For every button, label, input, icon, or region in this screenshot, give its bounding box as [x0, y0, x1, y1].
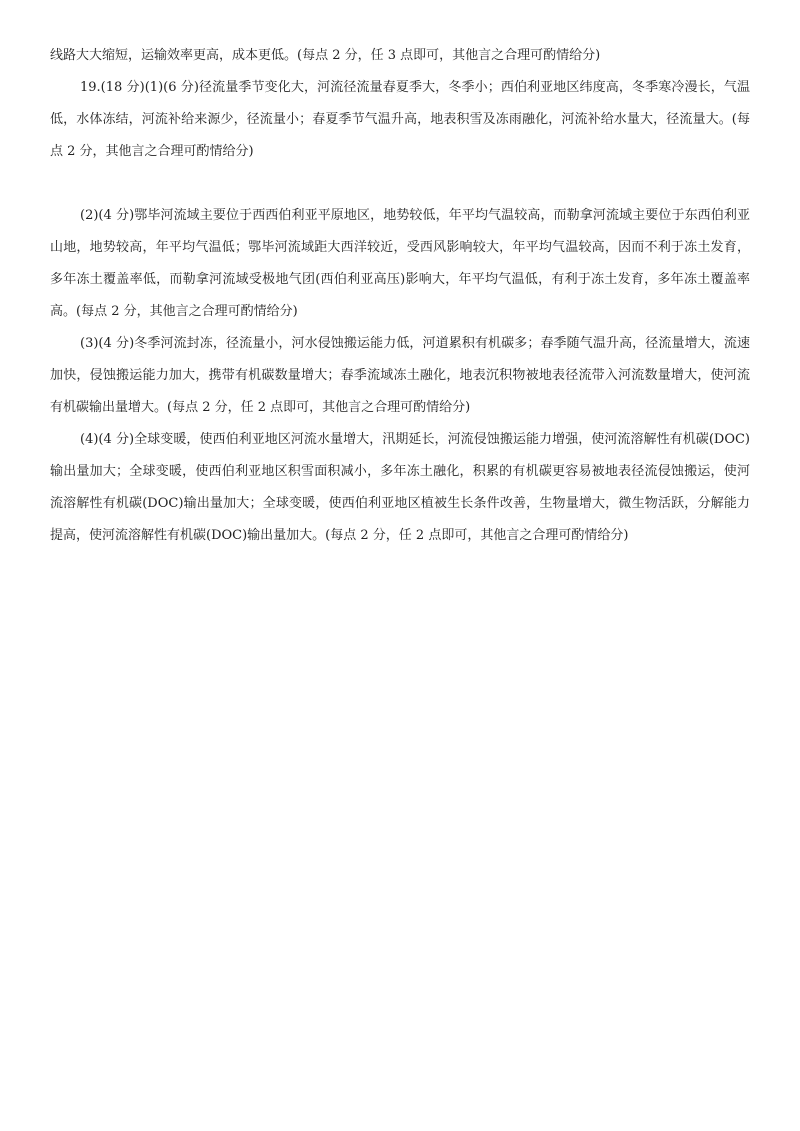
q19-part3-answer: (3)(4 分)冬季河流封冻，径流量小，河水侵蚀搬运能力低，河道累积有机碳多；春季随气温升高，径流量增大，流速加快，侵蚀搬运能力加大，携带有机碳数量增大；春季流域冻土融化，地表沉积物被地表径流带入河流数量增大，使河流有机碳输出量增大。(每点 2 分，任 2 点即可，其他言之合理可酌情给分) [50, 336, 750, 415]
answer-page [50, 40, 750, 552]
q19-part4-answer: (4)(4 分)全球变暖，使西伯利亚地区河流水量增大，汛期延长，河流侵蚀搬运能力增强，使河流溶解性有机碳(DOC)输出量加大；全球变暖，使西伯利亚地区积雪面积减小，多年冻土融化，积累的有机碳更容易被地表径流侵蚀搬运，使河流溶解性有机碳(DOC)输出量加大；全球变暖，使西伯利亚地区植被生长条件改善，生物量增大，微生物活跃，分解能力提高，使河流溶解性有机碳(DOC)输出量加大。(每点 2 分，任 2 点即可，其他言之合理可酌情给分) [50, 432, 750, 543]
q19-part1-answer: 19.(18 分)(1)(6 分)径流量季节变化大，河流径流量春夏季大，冬季小；西伯利亚地区纬度高，冬季寒冷漫长，气温低，水体冻结，河流补给来源少，径流量小；春夏季节气温升高，地表积雪及冻雨融化，河流补给水量大，径流量大。(每点 2 分，其他言之合理可酌情给分) [50, 80, 750, 159]
previous-answer-tail: 线路大大缩短，运输效率更高，成本更低。(每点 2 分，任 3 点即可，其他言之合理可酌情给分) [50, 48, 601, 63]
q19-part2-answer: (2)(4 分)鄂毕河流域主要位于西西伯利亚平原地区，地势较低，年平均气温较高，而勒拿河流域主要位于东西伯利亚山地，地势较高，年平均气温低；鄂毕河流域距大西洋较近，受西风影响较大，年平均气温较高，因而不利于冻土发育，多年冻土覆盖率低，而勒拿河流域受极地气团(西伯利亚高压)影响大，年平均气温低，有利于冻土发育，多年冻土覆盖率高。(每点 2 分，其他言之合理可酌情给分) [50, 208, 750, 319]
paragraph-gap [50, 168, 750, 200]
